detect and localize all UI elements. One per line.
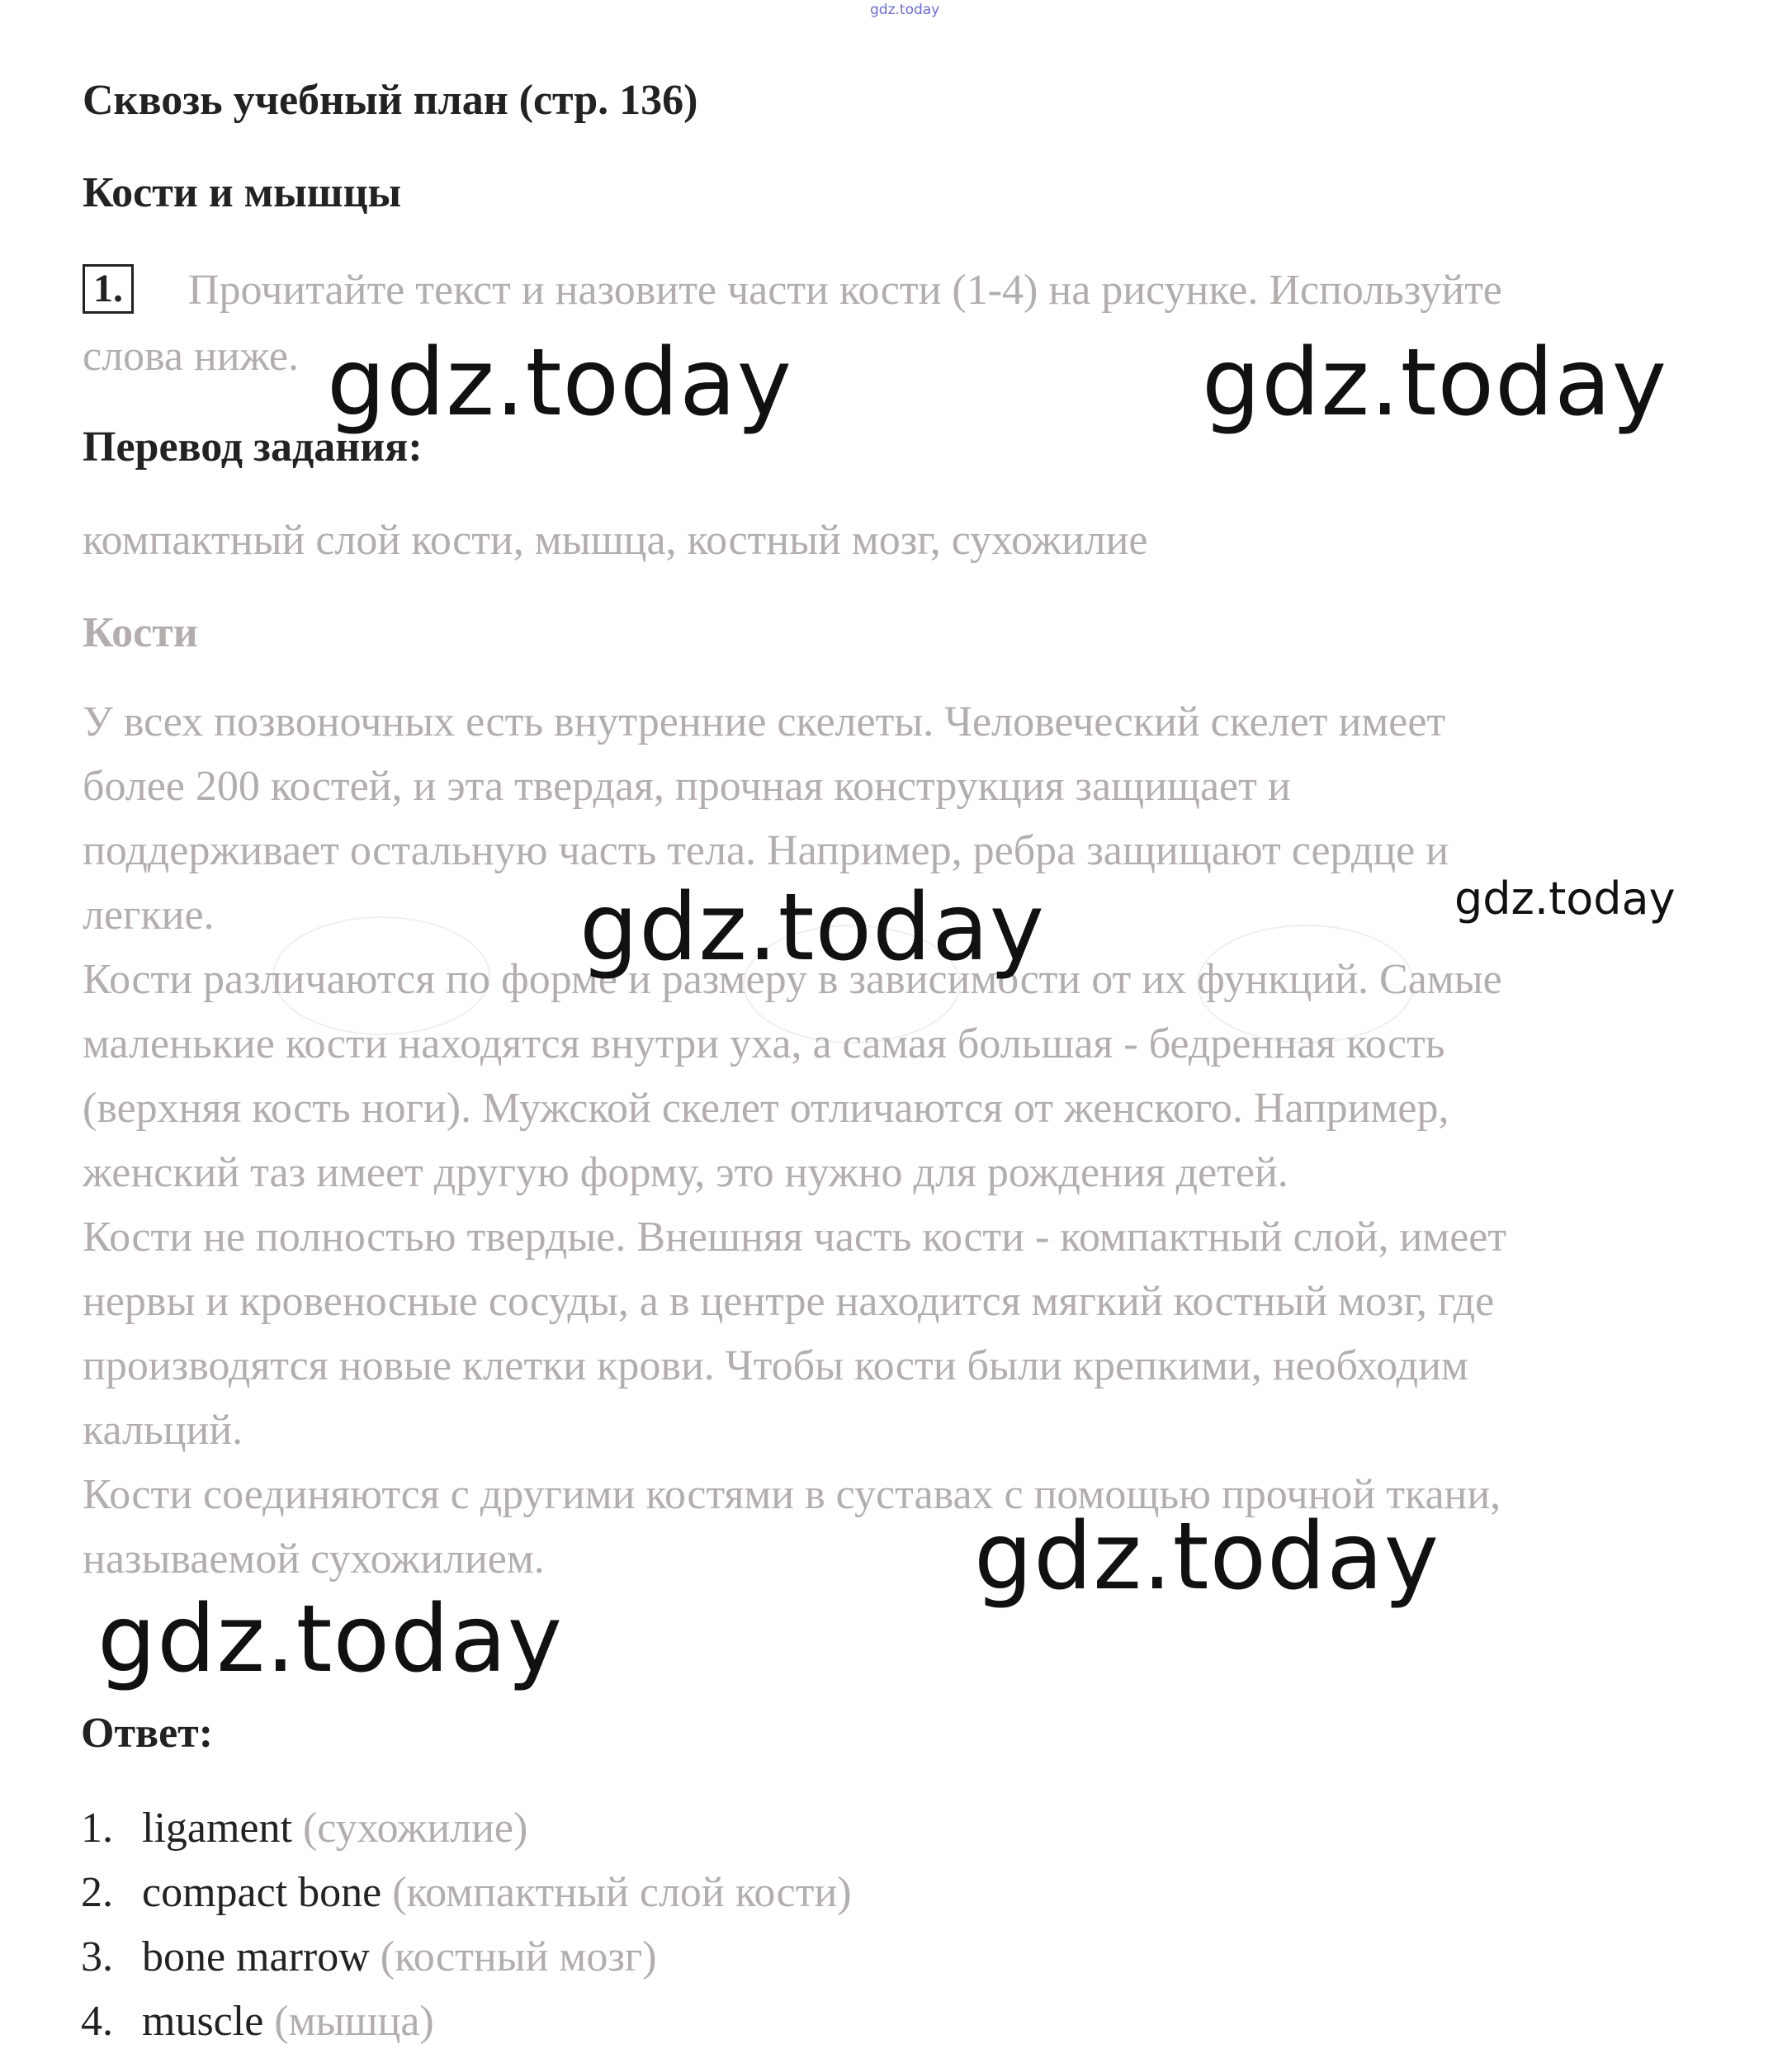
answer-item [81,1796,852,1861]
answer-item [81,1861,852,1925]
text-line: производятся новые клетки крови. Чтобы кости были крепкими, необходим [83,1342,1468,1389]
answer-english: ligament [142,1805,292,1852]
text-heading: Кости [83,609,198,656]
text-line: поддерживает остальную часть тела. Например, ребра защищают сердце и [83,827,1449,874]
watermark: gdz.today [579,874,1046,982]
answer-number: 2. [81,1869,113,1916]
watermark: gdz.today [327,329,793,437]
text-line: Кости различаются по форме и размеру в зависимости от их функций. Самые [83,956,1502,1003]
task-number: 1. [83,264,134,314]
answer-item [81,1925,852,1990]
task-text-line1: Прочитайте текст и назовите части кости (1-4) на рисунке. Используйте [188,267,1502,314]
answer-russian: (компактный слой кости) [392,1869,852,1916]
text-body [83,690,1506,1592]
watermark: gdz.today [974,1503,1440,1611]
text-line: называемой сухожилием. [83,1535,545,1583]
answer-list [81,1796,852,2054]
text-line: (верхняя кость ноги). Мужской скелет отличаются от женского. Например, [83,1085,1449,1132]
text-line: Кости не полностью твердые. Внешняя часть кости - компактный слой, имеет [83,1214,1507,1261]
answer-russian: (сухожилие) [302,1805,528,1852]
task-text-line2: слова ниже. [83,333,299,380]
watermark: gdz.today [1202,329,1668,437]
answer-number: 3. [81,1933,113,1980]
text-line: легкие. [83,892,215,939]
translation-heading: Перевод задания: [83,423,423,471]
watermark: gdz.today [1454,873,1676,925]
answer-english: bone marrow [142,1933,370,1980]
page-title: Сквозь учебный план (стр. 136) [83,77,698,124]
answer-item [81,1990,852,2054]
answer-number: 1. [81,1805,113,1852]
answer-number: 4. [81,1998,113,2045]
text-line: нервы и кровеносные сосуды, а в центре находится мягкий костный мозг, где [83,1278,1495,1325]
text-line: кальций. [83,1407,244,1454]
text-line: более 200 костей, и эта твердая, прочная конструкция защищает и [83,763,1291,810]
text-line: У всех позвоночных есть внутренние скелеты. Человеческий скелет имеет [83,698,1446,745]
answer-english: muscle [142,1998,264,2045]
text-line: женский таз имеет другую форму, это нужно для рождения детей. [83,1149,1288,1196]
top-watermark: gdz.today [870,2,940,18]
answer-russian: (костный мозг) [380,1933,657,1980]
task-header [83,264,134,314]
answer-english: compact bone [142,1869,382,1916]
word-list: компактный слой кости, мышца, костный мозг, сухожилие [83,517,1148,564]
watermark: gdz.today [97,1586,564,1693]
section-subtitle: Кости и мышцы [83,169,402,216]
text-line: Кости соединяются с другими костями в суставах с помощью прочной ткани, [83,1471,1501,1518]
answer-heading: Ответ: [81,1710,214,1757]
text-line: маленькие кости находятся внутри уха, а самая большая - бедренная кость [83,1020,1445,1067]
answer-russian: (мышца) [274,1998,434,2045]
